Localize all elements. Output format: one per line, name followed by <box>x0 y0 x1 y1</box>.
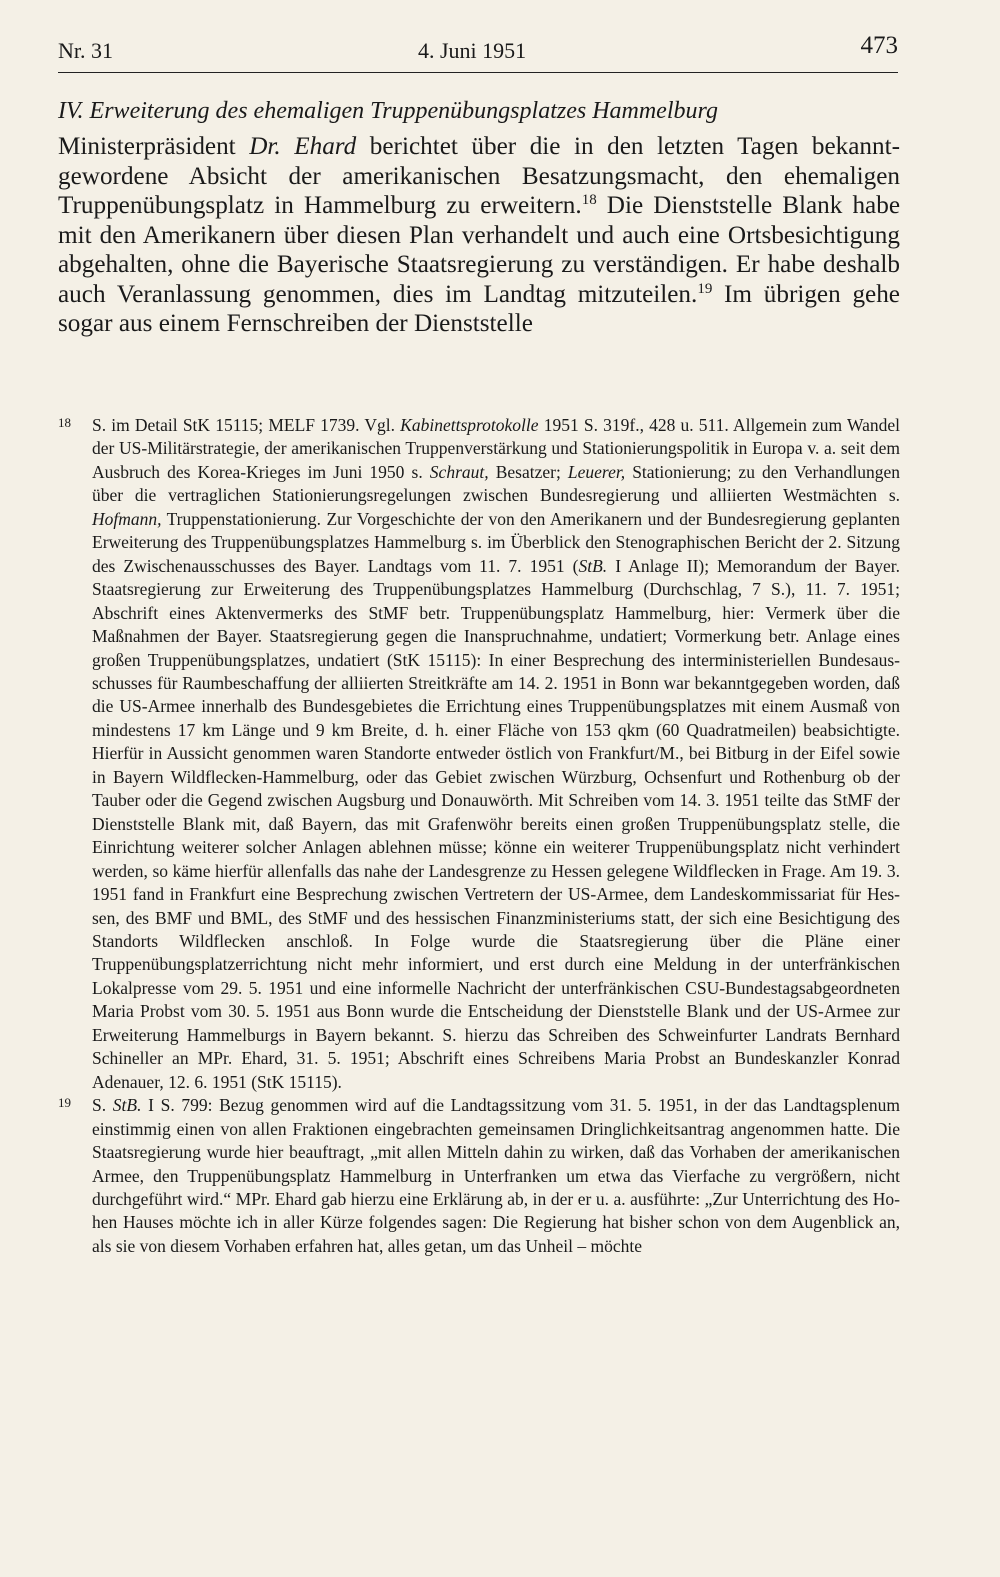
footnote-18 <box>58 414 900 1094</box>
section-heading: IV. Erweiterung des ehemaligen Truppenübungsplatzes Hammelburg <box>58 98 718 124</box>
header-rule <box>58 72 898 73</box>
paragraph-text: Ministerpräsident <box>58 133 250 160</box>
footnote-text: S. <box>92 1095 113 1116</box>
footnote-ref-19: 19 <box>697 280 713 297</box>
main-paragraph <box>58 132 900 339</box>
footnote-text: I S. 799: Bezug genommen wird auf die Landtagssitzung vom 31. 5. 1951, in der das Landtagsplenum einstimmig einen von allen Fraktionen eingebrachten gemeinsamen Dringlichkeitsantrag angenommen hatte. Die Staatsregierung wurde hier beauftragt, „mit allen Mitteln dahin zu wirken, daß das Vorhaben der amerikanischen Armee, den Truppenübungsplatz Hammelburg in Unterfranken um etwa das Vierfache zu vergrößern, nicht durchgeführt wird.“ MPr. Ehard gab hierzu eine Erklärung ab, in der er u. a. ausführte: „Zur Unterrichtung des Hohen Hauses möchte ich in aller Kürze folgendes sagen: Die Regierung hat bisher schon von dem Augenblick an, als sie von diesem Vorhaben erfahren hat, alles getan, um das Unheil – möchte <box>92 1095 900 1256</box>
footnote-italic: StB. <box>578 555 608 576</box>
footnotes <box>58 414 900 1258</box>
paragraph-text: berichtet über die in den letzten Tagen bekanntgewordene Absicht der amerikanischen Besatzungsmacht, den ehemaligen Truppenübungsplatz in Hammelburg zu erweitern. <box>58 133 900 219</box>
footnote-italic: Hofmann, <box>92 508 162 529</box>
issue-number: Nr. 31 <box>58 38 113 63</box>
footnote-text: 1951 S. 319f., 428 u. 511. Allgemein zum Wandel der US-Militärstrategie, der amerikanischen Truppenverstärkung und Stationierungspolitik in Europa v. a. seit dem Ausbruch des Korea-Krieges im Juni 1950 s. <box>92 415 900 482</box>
footnote-italic: Kabinettsprotokolle <box>400 415 539 435</box>
footnote-text: I Anlage II); Memorandum der Bayer. Staatsregierung zur Erweiterung des Truppenübungsplatzes Hammelburg (Durchschlag, 7 S.), 11. 7. 1951; Abschrift eines Aktenvermerks des StMF betr. Truppenübungsplatz Hammelburg, hier: Vermerk über die Maßnahmen der Bayer. Staatsregierung gegen die Inanspruchnahme, undatiert; Vormerkung betr. Anlage eines großen Truppenübungsplatzes, undatiert (StK 15115): In einer Besprechung des interministeriellen Bundesausschusses für Raumbeschaffung der alliierten Streitkräfte am 14. 2. 1951 in Bonn war bekanntgegeben worden, daß die US-Armee innerhalb des Bundesgebietes die Errichtung eines Truppenübungsplatzes mit einem Ausmaß von mindestens 17 km Länge und 9 km Breite, d. h. einer Fläche von 153 qkm (60 Quadratmeilen) beabsichtigte. Hierfür in Aussicht genommen waren Standorte entweder östlich von Frankfurt/M., bei Bitburg in der Eifel sowie in Bayern Wildflecken-Hammelburg, oder das Gebiet zwischen Würzburg, Ochsenfurt und Rothenburg ob der Tauber oder die Gegend zwischen Augsburg und Donauwörth. Mit Schreiben vom 14. 3. 1951 teilte das StMF der Dienststelle Blank mit, daß Bayern, das mit Grafenwöhr bereits einen großen Truppenübungsplatz stelle, die Einrichtung weiterer solcher Anlagen ablehnen müsse; könne ein weiterer Truppenübungsplatz nicht verhindert werden, so käme hierfür allenfalls das nahe der Landesgrenze zu Hessen gelegene Wildflecken in Frage. Am 19. 3. 1951 fand in Frankfurt eine Besprechung zwischen Vertretern der US-Armee, dem Landeskommissariat für Hessen, des BMF und BML, des StMF und des hessischen Finanzministeriums statt, der sich eine Besichtigung des Standorts Wildflecken anschloß. In Folge wurde die Staatsregierung über die Pläne einer Truppenübungsplatzerrichtung nicht mehr informiert, und erst durch eine Meldung in der unterfränkischen Lokalpresse vom 29. 5. 1951 und eine informelle Nachricht der unterfränkischen CSU-Bundestagsabgeordneten Maria Probst vom 30. 5. 1951 aus Bonn wurde die Entscheidung der Dienststelle Blank und der US-Armee zur Erweiterung Hammelburgs in Bayern bekannt. S. hierzu das Schreiben des Schweinfurter Landrats Bernhard Schineller an MPr. Ehard, 31. 5. 1951; Abschrift eines Schreibens Maria Probst an Bundeskanzler Konrad Adenauer, 12. 6. 1951 (StK 15115). <box>92 555 900 1092</box>
page-number: 473 <box>860 32 898 59</box>
footnote-text: S. im Detail StK 15115; MELF 1739. Vgl. <box>92 415 401 435</box>
footnote-italic: Schraut, <box>429 461 489 482</box>
running-header <box>58 30 898 70</box>
footnote-number: 19 <box>58 1095 71 1111</box>
footnote-italic: Leuerer, <box>567 461 626 482</box>
paragraph-text: Im übrigen gehe sogar aus einem Fernschreiben der Dienststelle <box>58 280 900 337</box>
paragraph-text: Die Dienststelle Blank habe mit den Amerikanern über diesen Plan verhandelt und auch eine Ortsbesichtigung abgehalten, ohne die Bayerische Staatsregierung zu verständigen. Er habe deshalb auch Veranlassung genommen, dies im Landtag mitzuteilen. <box>58 192 901 308</box>
footnote-text: Besatzer; <box>488 461 568 482</box>
footnote-ref-18: 18 <box>581 192 597 208</box>
footnote-italic: StB. <box>112 1095 142 1116</box>
footnote-19 <box>58 1094 900 1258</box>
footnote-text: Truppenstationierung. Zur Vorgeschichte der von den Amerikanern und der Bundesregierung geplanten Erweiterung des Truppenübungsplatzes Hammelburg s. im Überblick den Stenographischen Bericht der 2. Sitzung des Zwischenausschusses des Bayer. Landtags vom 11. 7. 1951 ( <box>92 508 900 576</box>
footnote-number: 18 <box>58 415 71 430</box>
speaker-name: Dr. Ehard <box>249 133 357 160</box>
footnote-text: Stationierung; zu den Verhandlungen über die vertraglichen Stationierungsregelungen zwischen Bundesregierung und alliierten Westmächten s. <box>92 461 901 506</box>
header-date: 4. Juni 1951 <box>418 38 527 63</box>
